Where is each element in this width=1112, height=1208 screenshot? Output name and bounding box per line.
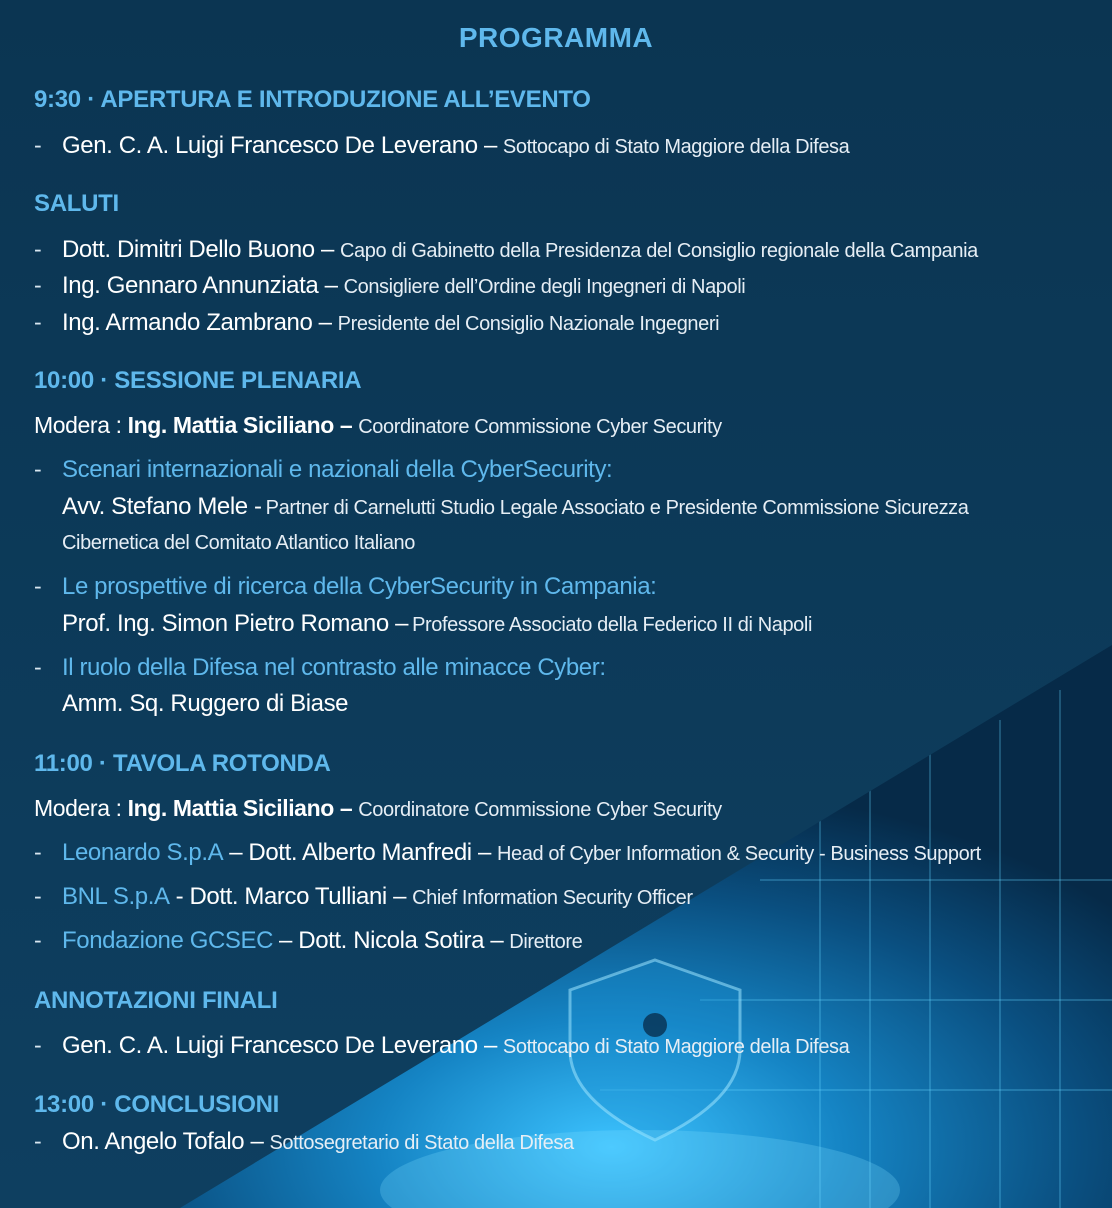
organization-name: Fondazione GCSEC <box>62 927 274 954</box>
page-title: PROGRAMMA <box>458 22 654 53</box>
list-item <box>34 1128 574 1156</box>
opening-speaker-line <box>34 132 849 160</box>
moderator-label: Modera : <box>34 795 122 821</box>
moderator-role: Coordinatore Commissione Cyber Security <box>358 416 722 438</box>
speaker-name: Avv. Stefano Mele - <box>62 493 262 520</box>
speaker-name: - Dott. Marco Tulliani – <box>175 883 407 910</box>
list-item <box>34 236 978 264</box>
talk-speaker <box>62 610 812 638</box>
bullet: - <box>34 309 42 335</box>
topic-title: Il ruolo della Difesa nel contrasto alle minacce Cyber: <box>62 654 606 681</box>
speaker-role: Chief Information Security Officer <box>412 887 693 909</box>
talk-topic <box>34 456 612 484</box>
speaker-role: Sottocapo di Stato Maggiore della Difesa <box>502 1036 850 1058</box>
tavola-heading: 11:00 · TAVOLA ROTONDA <box>34 750 331 777</box>
speaker-name: Amm. Sq. Ruggero di Biase <box>62 690 349 717</box>
list-item <box>34 1032 849 1060</box>
list-item <box>34 927 582 955</box>
bullet: - <box>34 573 42 599</box>
bullet: - <box>34 272 42 298</box>
moderator-role: Coordinatore Commissione Cyber Security <box>358 799 722 821</box>
moderator-name: Ing. Mattia Siciliano – <box>127 795 353 821</box>
speaker-name: Prof. Ing. Simon Pietro Romano – <box>62 610 409 637</box>
annotazioni-heading: ANNOTAZIONI FINALI <box>34 987 278 1014</box>
speaker-role: Sottocapo di Stato Maggiore della Difesa <box>502 136 850 158</box>
bullet: - <box>34 1128 42 1154</box>
bullet: - <box>34 927 42 953</box>
organization-name: BNL S.p.A <box>62 883 170 910</box>
speaker-name: Ing. Armando Zambrano – <box>62 309 332 336</box>
list-item <box>34 272 745 300</box>
speaker-name: On. Angelo Tofalo – <box>62 1128 264 1155</box>
bullet: - <box>34 839 42 865</box>
bullet: - <box>34 1032 42 1058</box>
speaker-role: Professore Associato della Federico II di Napoli <box>412 614 812 636</box>
list-item <box>34 839 981 867</box>
moderator-line <box>34 795 722 822</box>
speaker-role: Consigliere dell’Ordine degli Ingegneri di Napoli <box>343 276 746 298</box>
list-item <box>34 309 719 337</box>
saluti-heading: SALUTI <box>34 190 119 217</box>
speaker-name: – Dott. Alberto Manfredi – <box>229 839 491 866</box>
speaker-name: – Dott. Nicola Sotira – <box>279 927 504 954</box>
speaker-name: Dott. Dimitri Dello Buono – <box>62 236 334 263</box>
opening-heading: 9:30 · APERTURA E INTRODUZIONE ALL’EVENTO <box>34 86 591 113</box>
speaker-role: Head of Cyber Information & Security - Business Support <box>496 843 981 865</box>
speaker-role: Direttore <box>509 931 583 953</box>
moderator-line <box>34 412 722 439</box>
topic-title: Scenari internazionali e nazionali della CyberSecurity: <box>62 456 613 483</box>
talk-speaker <box>62 493 969 521</box>
speaker-role: Capo di Gabinetto della Presidenza del Consiglio regionale della Campania <box>339 240 978 262</box>
talk-topic <box>34 654 606 682</box>
bullet: - <box>34 883 42 909</box>
speaker-role: Presidente del Consiglio Nazionale Ingegneri <box>337 313 720 335</box>
organization-name: Leonardo S.p.A <box>62 839 224 866</box>
speaker-name: Gen. C. A. Luigi Francesco De Leverano – <box>62 132 497 159</box>
bullet: - <box>34 654 42 680</box>
speaker-role-continued: Cibernetica del Comitato Atlantico Italiano <box>62 532 416 554</box>
talk-topic <box>34 573 656 601</box>
moderator-name: Ing. Mattia Siciliano – <box>127 412 353 438</box>
bullet: - <box>34 236 42 262</box>
speaker-role: Sottosegretario di Stato della Difesa <box>269 1132 574 1154</box>
topic-title: Le prospettive di ricerca della CyberSecurity in Campania: <box>62 573 657 600</box>
conclusioni-heading: 13:00 · CONCLUSIONI <box>34 1091 280 1118</box>
bullet: - <box>34 456 42 482</box>
speaker-name: Ing. Gennaro Annunziata – <box>62 272 338 299</box>
bullet: - <box>34 132 42 158</box>
speaker-role: Partner di Carnelutti Studio Legale Associato e Presidente Commissione Sicurezza <box>265 497 969 519</box>
talk-speaker <box>62 690 348 718</box>
plenaria-heading: 10:00 · SESSIONE PLENARIA <box>34 367 362 394</box>
list-item <box>34 883 693 911</box>
speaker-name: Gen. C. A. Luigi Francesco De Leverano – <box>62 1032 497 1059</box>
moderator-label: Modera : <box>34 412 122 438</box>
